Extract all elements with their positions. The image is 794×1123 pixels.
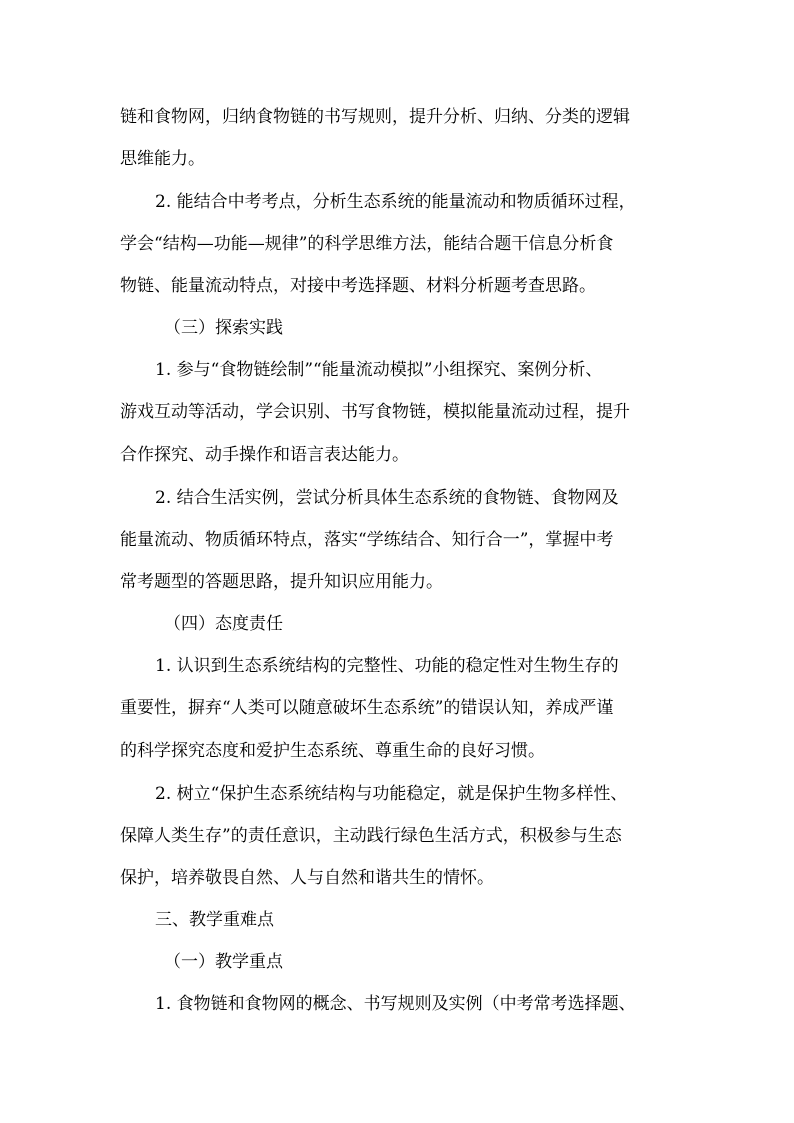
- body-text-line: 思维能力。: [120, 149, 205, 169]
- section-heading: （四）态度责任: [164, 614, 283, 634]
- section-heading: （一）教学重点: [164, 952, 283, 972]
- list-item-text: 2. 能结合中考考点，分析生态系统的能量流动和物质循环过程，: [155, 192, 636, 212]
- chapter-heading: 三、教学重难点: [155, 910, 274, 930]
- list-item-text: 1. 参与“食物链绘制”“能量流动模拟”小组探究、案例分析、: [155, 360, 603, 380]
- body-text-line: 保障人类生存”的责任意识，主动践行绿色生活方式，积极参与生态: [120, 826, 622, 846]
- body-text-line: 合作探究、动手操作和语言表达能力。: [120, 445, 409, 465]
- body-text-line: 物链、能量流动特点，对接中考选择题、材料分析题考查思路。: [120, 276, 596, 296]
- body-text-line: 学会“结构—功能—规律”的科学思维方法，能结合题干信息分析食: [120, 234, 614, 254]
- body-text-line: 的科学探究态度和爱护生态系统、尊重生命的良好习惯。: [120, 741, 545, 761]
- list-item-text: 2. 树立“保护生态系统结构与功能稳定，就是保护生物多样性、: [155, 784, 628, 804]
- body-text-line: 常考题型的答题思路，提升知识应用能力。: [120, 572, 443, 592]
- body-text-line: 能量流动、物质循环特点，落实“学练结合、知行合一”，掌握中考: [120, 530, 614, 550]
- body-text-line: 保护，培养敬畏自然、人与自然和谐共生的情怀。: [120, 868, 494, 888]
- body-text-line: 链和食物网，归纳食物链的书写规则，提升分析、归纳、分类的逻辑: [120, 107, 630, 127]
- list-item-text: 1. 认识到生态系统结构的完整性、功能的稳定性对生物生存的: [155, 656, 619, 676]
- list-item-text: 1. 食物链和食物网的概念、书写规则及实例（中考常考选择题、: [155, 994, 636, 1014]
- section-heading: （三）探索实践: [164, 318, 283, 338]
- body-text-line: 游戏互动等活动，学会识别、书写食物链，模拟能量流动过程，提升: [120, 402, 630, 422]
- list-item-text: 2. 结合生活实例，尝试分析具体生态系统的食物链、食物网及: [155, 488, 619, 508]
- body-text-line: 重要性，摒弃“人类可以随意破坏生态系统”的错误认知，养成严谨: [120, 698, 614, 718]
